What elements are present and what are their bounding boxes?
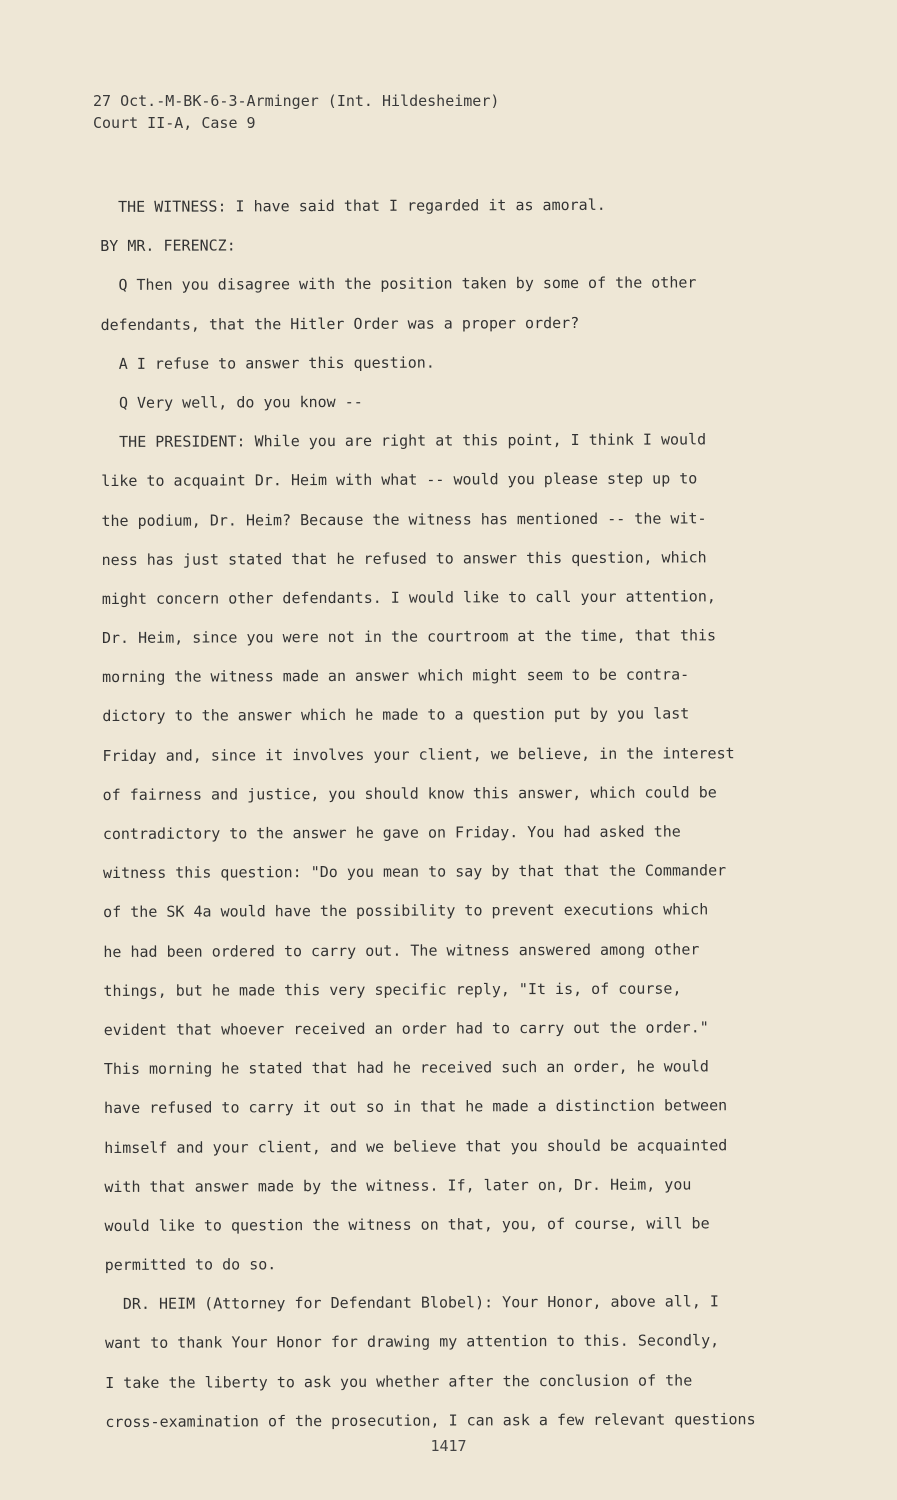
transcript-line: want to thank Your Honor for drawing my attention to this. Secondly, <box>105 1331 720 1353</box>
transcript-line: he had been ordered to carry out. The witness answered among other <box>103 939 700 961</box>
transcript-body <box>100 185 795 1442</box>
transcript-line: permitted to do so. <box>104 1255 277 1275</box>
transcript-line: have refused to carry it out so in that he made a distinction between <box>103 1096 728 1118</box>
transcript-line: with that answer made by the witness. If, later on, Dr. Heim, you <box>104 1175 692 1196</box>
transcript-line: morning the witness made an answer which might seem to be contra- <box>102 665 690 687</box>
transcript-line: Friday and, since it involves your client, we believe, in the interest <box>102 743 735 765</box>
transcript-line: would like to question the witness on that, you, of course, will be <box>104 1214 710 1235</box>
transcript-line: Dr. Heim, since you were not in the courtroom at the time, that this <box>101 626 717 648</box>
transcript-line: dictory to the answer which he made to a question put by you last <box>102 704 690 726</box>
header-line-2: Court II-A, Case 9 <box>93 114 256 132</box>
header-line-1: 27 Oct.-M-BK-6-3-Arminger (Int. Hildesheimer) <box>93 92 500 110</box>
transcript-line: contradictory to the answer he gave on Friday. You had asked the <box>102 822 681 843</box>
transcript-line: might concern other defendants. I would like to call your attention, <box>101 587 716 608</box>
transcript-line: THE PRESIDENT: While you are right at this point, I think I would <box>119 430 707 452</box>
transcript-line: like to acquaint Dr. Heim with what -- would you please step up to <box>101 469 698 491</box>
transcript-line: A I refuse to answer this question. <box>118 353 435 373</box>
transcript-line: himself and your client, and we believe that you should be acquainted <box>104 1135 728 1157</box>
transcript-line: Q Then you disagree with the position taken by some of the other <box>118 273 697 295</box>
transcript-line: DR. HEIM (Attorney for Defendant Blobel): Your Honor, above all, I <box>122 1292 719 1314</box>
transcript-line: evident that whoever received an order had to carry out the order." <box>103 1018 709 1039</box>
document-header <box>93 90 499 134</box>
transcript-line: witness this question: "Do you mean to say by that that the Commander <box>102 861 727 883</box>
transcript-line: I take the liberty to ask you whether after the conclusion of the <box>105 1371 693 1392</box>
transcript-line: of the SK 4a would have the possibility to prevent executions which <box>103 900 709 922</box>
transcript-line: THE WITNESS: I have said that I regarded it as amoral. <box>118 195 606 216</box>
transcript-line: the podium, Dr. Heim? Because the witness has mentioned -- the wit- <box>101 508 707 530</box>
transcript-line: ness has just stated that he refused to answer this question, which <box>101 548 707 569</box>
transcript-line: things, but he made this very specific reply, "It is, of course, <box>103 979 682 1000</box>
transcript-line: This morning he stated that had he received such an order, he would <box>103 1057 709 1079</box>
transcript-line: defendants, that the Hitler Order was a proper order? <box>100 313 580 334</box>
transcript-line: of fairness and justice, you should know this answer, which could be <box>102 783 717 804</box>
transcript-line: BY MR. FERENCZ: <box>100 236 236 256</box>
transcript-line: cross-examination of the prosecution, I can ask a few relevant questions <box>105 1409 756 1431</box>
page-number: 1417 <box>430 1437 467 1455</box>
transcript-line: Q Very well, do you know -- <box>118 392 363 412</box>
